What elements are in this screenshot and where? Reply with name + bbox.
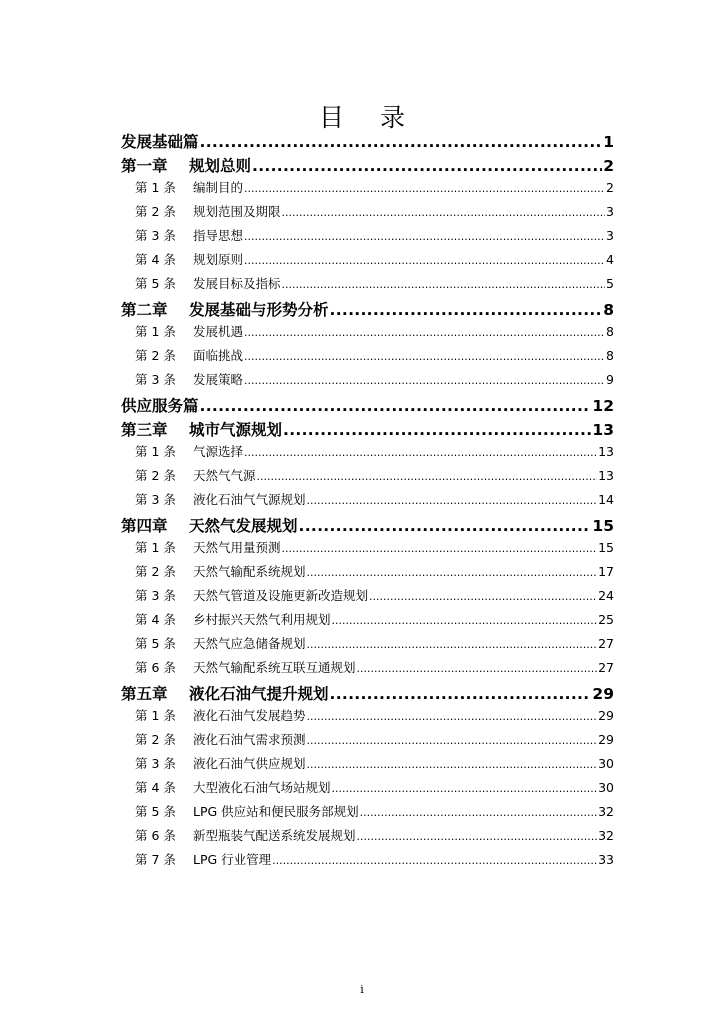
toc-article-number: 第 3 条 — [135, 228, 176, 243]
toc-dot-leader — [307, 492, 598, 507]
toc-entry-label: 天然气应急储备规划 — [193, 636, 306, 651]
toc-entry-label: 供应服务篇 — [121, 397, 199, 415]
toc-page-number: 29 — [592, 685, 614, 703]
toc-entry-label: 规划范围及期限 — [193, 204, 281, 219]
toc-dot-leader — [257, 468, 598, 483]
toc-page-number: 30 — [598, 780, 614, 795]
toc-page-number: 1 — [603, 133, 614, 151]
toc-chapter-number: 第三章 — [121, 421, 168, 439]
toc-dot-leader — [330, 301, 603, 319]
page-number: i — [360, 983, 364, 996]
toc-title: 目 录 — [319, 103, 419, 132]
toc-article-number: 第 1 条 — [135, 180, 176, 195]
toc-dot-leader — [330, 685, 592, 703]
toc-dot-leader — [282, 540, 598, 555]
toc-page-number: 14 — [598, 492, 614, 507]
toc-chapter-number: 第四章 — [121, 517, 168, 535]
toc-entry-label: 液化石油气提升规划 — [189, 685, 329, 703]
toc-entry-label: 大型液化石油气场站规划 — [193, 780, 331, 795]
toc-dot-leader — [244, 228, 605, 243]
toc-article-number: 第 2 条 — [135, 468, 176, 483]
toc-dot-leader — [244, 252, 605, 267]
toc-page-number: 5 — [606, 276, 614, 291]
toc-dot-leader — [299, 517, 592, 535]
toc-entry-label: 指导思想 — [193, 228, 244, 243]
toc-page-number: 2 — [603, 157, 614, 175]
toc-page-number: 32 — [598, 804, 614, 819]
toc-article-number: 第 2 条 — [135, 564, 176, 579]
toc-dot-leader — [244, 372, 605, 387]
toc-article-entry[interactable] — [121, 490, 614, 514]
toc-dot-leader — [283, 421, 591, 439]
toc-article-entry[interactable] — [121, 370, 614, 394]
toc-dot-leader — [272, 852, 597, 867]
toc-page-number: 15 — [598, 540, 614, 555]
toc-article-number: 第 5 条 — [135, 276, 176, 291]
toc-entry-label: 新型瓶装气配送系统发展规划 — [193, 828, 356, 843]
toc-article-entry[interactable] — [121, 850, 614, 874]
toc-article-entry[interactable] — [121, 226, 614, 250]
toc-article-number: 第 1 条 — [135, 324, 176, 339]
toc-entry-label: 规划总则 — [189, 157, 252, 175]
toc-article-entry[interactable] — [121, 274, 614, 298]
toc-page-number: 27 — [598, 636, 614, 651]
toc-entry-label: LPG 行业管理 — [193, 852, 272, 867]
toc-dot-leader — [244, 324, 605, 339]
toc-article-entry[interactable] — [121, 178, 614, 202]
toc-dot-leader — [369, 588, 597, 603]
toc-article-entry[interactable] — [121, 754, 614, 778]
toc-chapter-entry[interactable] — [121, 418, 614, 442]
toc-dot-leader — [282, 276, 606, 291]
toc-dot-leader — [200, 133, 603, 151]
toc-page-number: 4 — [606, 252, 614, 267]
toc-article-number: 第 2 条 — [135, 732, 176, 747]
toc-page-number: 13 — [598, 468, 614, 483]
toc-dot-leader — [307, 756, 598, 771]
toc-article-number: 第 4 条 — [135, 252, 176, 267]
toc-dot-leader — [252, 157, 602, 175]
toc-entry-label: 发展策略 — [193, 372, 244, 387]
toc-page-number: 2 — [606, 180, 614, 195]
toc-page-number: 13 — [592, 421, 614, 439]
toc-article-entry[interactable] — [121, 586, 614, 610]
toc-chapter-entry[interactable] — [121, 514, 614, 538]
toc-article-number: 第 5 条 — [135, 804, 176, 819]
toc-article-entry[interactable] — [121, 562, 614, 586]
toc-article-number: 第 6 条 — [135, 828, 176, 843]
toc-dot-leader — [307, 708, 598, 723]
toc-entry-label: LPG 供应站和便民服务部规划 — [193, 804, 359, 819]
toc-page-number: 25 — [598, 612, 614, 627]
toc-page-number: 17 — [598, 564, 614, 579]
toc-page-number: 9 — [606, 372, 614, 387]
toc-page-number: 3 — [606, 228, 614, 243]
toc-entry-label: 天然气气源 — [193, 468, 256, 483]
toc-dot-leader — [307, 636, 598, 651]
toc-entry-label: 编制目的 — [193, 180, 244, 195]
toc-article-number: 第 1 条 — [135, 444, 176, 459]
toc-chapter-entry[interactable] — [121, 154, 614, 178]
toc-article-entry[interactable] — [121, 826, 614, 850]
toc-chapter-entry[interactable] — [121, 298, 614, 322]
toc-dot-leader — [357, 660, 598, 675]
toc-dot-leader — [332, 780, 598, 795]
toc-dot-leader — [244, 180, 605, 195]
toc-entry-label: 液化石油气需求预测 — [193, 732, 306, 747]
toc-entry-label: 天然气输配系统互联互通规划 — [193, 660, 356, 675]
toc-article-entry[interactable] — [121, 346, 614, 370]
toc-article-number: 第 2 条 — [135, 204, 176, 219]
toc-article-number: 第 3 条 — [135, 492, 176, 507]
toc-entry-label: 天然气发展规划 — [189, 517, 298, 535]
toc-page-number: 30 — [598, 756, 614, 771]
toc-page-number: 13 — [598, 444, 614, 459]
toc-dot-leader — [200, 397, 592, 415]
toc-article-number: 第 2 条 — [135, 348, 176, 363]
toc-dot-leader — [357, 828, 598, 843]
toc-chapter-number: 第五章 — [121, 685, 168, 703]
toc-entry-label: 液化石油气发展趋势 — [193, 708, 306, 723]
toc-article-entry[interactable] — [121, 634, 614, 658]
toc-dot-leader — [307, 732, 598, 747]
toc-page-number: 3 — [606, 204, 614, 219]
toc-dot-leader — [282, 204, 606, 219]
toc-entry-label: 天然气用量预测 — [193, 540, 281, 555]
toc-page-number: 24 — [598, 588, 614, 603]
toc-entry-label: 规划原则 — [193, 252, 244, 267]
toc-dot-leader — [360, 804, 597, 819]
toc-entry-label: 面临挑战 — [193, 348, 244, 363]
toc-article-entry[interactable] — [121, 778, 614, 802]
toc-article-entry[interactable] — [121, 250, 614, 274]
toc-article-number: 第 6 条 — [135, 660, 176, 675]
toc-page-number: 15 — [592, 517, 614, 535]
toc-article-entry[interactable] — [121, 202, 614, 226]
toc-entry-label: 发展目标及指标 — [193, 276, 281, 291]
toc-article-entry[interactable] — [121, 658, 614, 682]
toc-article-number: 第 5 条 — [135, 636, 176, 651]
toc-dot-leader — [244, 444, 597, 459]
toc-article-number: 第 3 条 — [135, 588, 176, 603]
toc-article-entry[interactable] — [121, 730, 614, 754]
toc-part-entry[interactable] — [121, 130, 614, 154]
toc-article-entry[interactable] — [121, 610, 614, 634]
toc-page-number: 29 — [598, 708, 614, 723]
toc-article-entry[interactable] — [121, 322, 614, 346]
toc-page-number: 33 — [598, 852, 614, 867]
table-of-contents — [121, 130, 614, 874]
toc-article-number: 第 3 条 — [135, 372, 176, 387]
toc-chapter-entry[interactable] — [121, 682, 614, 706]
toc-dot-leader — [244, 348, 605, 363]
toc-page-number: 8 — [603, 301, 614, 319]
toc-entry-label: 发展基础篇 — [121, 133, 199, 151]
toc-entry-label: 天然气管道及设施更新改造规划 — [193, 588, 369, 603]
toc-entry-label: 液化石油气气源规划 — [193, 492, 306, 507]
toc-article-number: 第 1 条 — [135, 540, 176, 555]
toc-dot-leader — [332, 612, 598, 627]
toc-article-entry[interactable] — [121, 706, 614, 730]
toc-entry-label: 液化石油气供应规划 — [193, 756, 306, 771]
toc-entry-label: 乡村振兴天然气利用规划 — [193, 612, 331, 627]
toc-page-number: 8 — [606, 324, 614, 339]
toc-article-entry[interactable] — [121, 802, 614, 826]
toc-page-number: 12 — [592, 397, 614, 415]
toc-article-number: 第 3 条 — [135, 756, 176, 771]
toc-article-number: 第 1 条 — [135, 708, 176, 723]
toc-chapter-number: 第二章 — [121, 301, 168, 319]
toc-article-entry[interactable] — [121, 466, 614, 490]
toc-entry-label: 天然气输配系统规划 — [193, 564, 306, 579]
toc-dot-leader — [307, 564, 598, 579]
toc-page-number: 29 — [598, 732, 614, 747]
toc-article-number: 第 7 条 — [135, 852, 176, 867]
toc-entry-label: 城市气源规划 — [189, 421, 283, 439]
toc-article-entry[interactable] — [121, 442, 614, 466]
toc-page-number: 27 — [598, 660, 614, 675]
toc-entry-label: 气源选择 — [193, 444, 244, 459]
toc-entry-label: 发展机遇 — [193, 324, 244, 339]
toc-entry-label: 发展基础与形势分析 — [189, 301, 329, 319]
toc-chapter-number: 第一章 — [121, 157, 168, 175]
toc-part-entry[interactable] — [121, 394, 614, 418]
toc-article-number: 第 4 条 — [135, 780, 176, 795]
toc-page-number: 32 — [598, 828, 614, 843]
toc-article-entry[interactable] — [121, 538, 614, 562]
toc-page-number: 8 — [606, 348, 614, 363]
toc-article-number: 第 4 条 — [135, 612, 176, 627]
